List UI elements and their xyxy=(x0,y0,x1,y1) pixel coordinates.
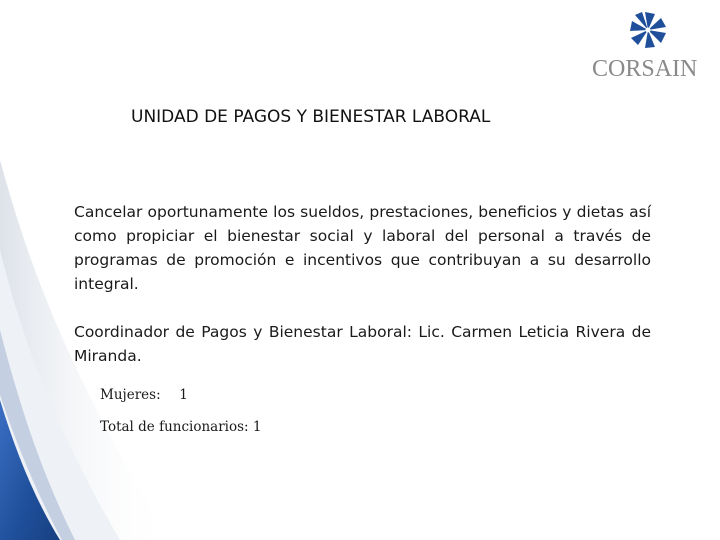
women-value: 1 xyxy=(179,387,188,403)
total-label: Total de funcionarios: xyxy=(100,419,249,435)
total-staff-row xyxy=(100,416,262,438)
coordinator-paragraph: Coordinador de Pagos y Bienestar Laboral: Lic. Carmen Leticia Rivera de Miranda. xyxy=(74,323,651,365)
page-title: UNIDAD DE PAGOS Y BIENESTAR LABORAL xyxy=(131,107,491,127)
content-body xyxy=(74,200,651,368)
mission-paragraph: Cancelar oportunamente los sueldos, prestaciones, beneficios y dietas así como propiciar el bienestar social y laboral del personal a través de programas de promoción e incentivos que contribuyan a su desarrollo integral. xyxy=(74,203,651,293)
staff-stats xyxy=(100,384,262,438)
logo-wordmark: CORSAIN xyxy=(592,56,698,82)
corsain-logo xyxy=(592,10,707,82)
women-label: Mujeres: xyxy=(100,387,161,403)
women-count-row xyxy=(100,384,262,406)
pinwheel-logo-icon xyxy=(628,10,668,50)
total-value: 1 xyxy=(252,419,262,435)
